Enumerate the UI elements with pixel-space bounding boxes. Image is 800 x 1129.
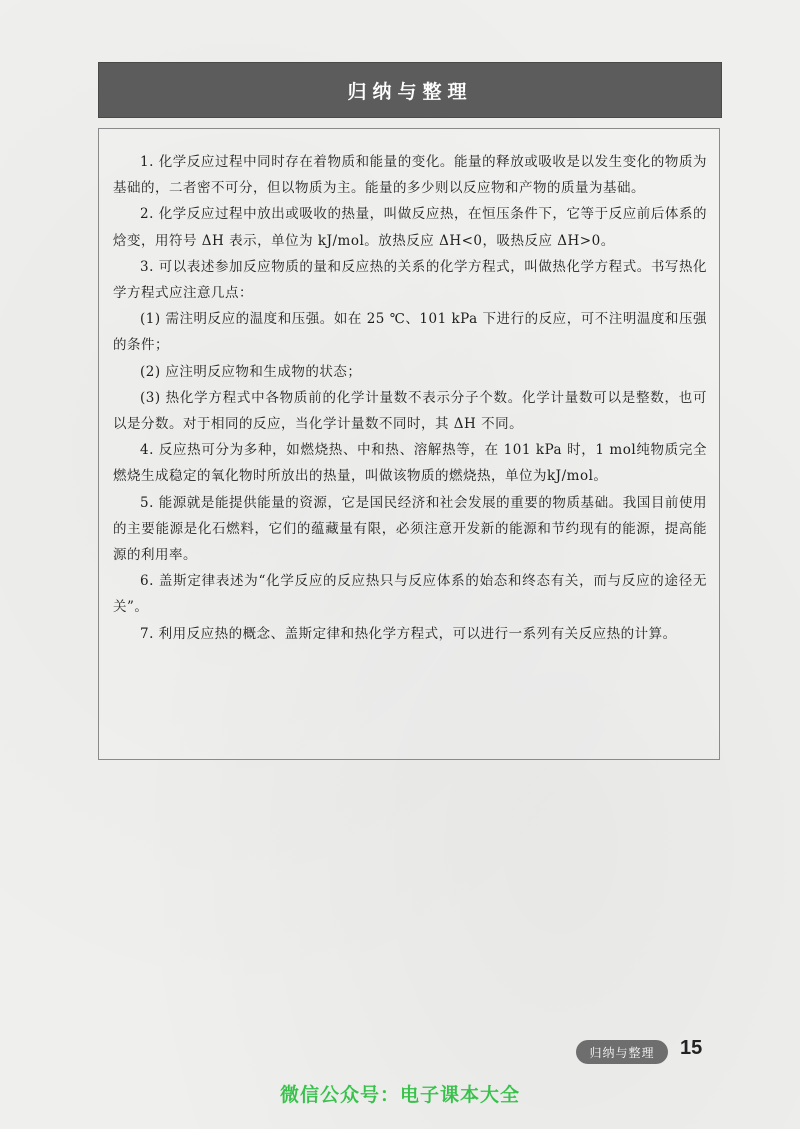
paragraph-2: 2. 化学反应过程中放出或吸收的热量，叫做反应热，在恒压条件下，它等于反应前后体系的焓变，用符号 ΔH 表示，单位为 kJ/mol。放热反应 ΔH<0，吸热反应 ΔH>0。	[113, 206, 707, 249]
paragraph-3-item-3: (3) 热化学方程式中各物质前的化学计量数不表示分子个数。化学计量数可以是整数，也可以是分数。对于相同的反应，当化学计量数不同时，其 ΔH 不同。	[113, 389, 707, 433]
summary-box	[98, 128, 720, 760]
paragraph-1: 1. 化学反应过程中同时存在着物质和能量的变化。能量的释放或吸收是以发生变化的物质为基础的，二者密不可分，但以物质为主。能量的多少则以反应物和产物的质量为基础。	[113, 154, 707, 197]
paragraph-5: 5. 能源就是能提供能量的资源，它是国民经济和社会发展的重要的物质基础。我国目前使用的主要能源是化石燃料，它们的蕴藏量有限，必须注意开发新的能源和节约现有的能源，提高能源的利用率。	[113, 494, 707, 564]
paragraph-4: 4. 反应热可分为多种，如燃烧热、中和热、溶解热等，在 101 kPa 时，1 mol纯物质完全燃烧生成稳定的氧化物时所放出的热量，叫做该物质的燃烧热，单位为kJ/mol。	[113, 442, 707, 485]
paragraph-3-item-2: (2) 应注明反应物和生成物的状态；	[140, 363, 362, 380]
summary-content	[113, 149, 707, 647]
section-header-bar	[98, 62, 722, 118]
footer-section-tag: 归纳与整理	[576, 1040, 668, 1064]
page-number: 15	[680, 1037, 703, 1059]
paragraph-3-item-1: (1) 需注明反应的温度和压强。如在 25 ℃、101 kPa 下进行的反应，可不注明温度和压强的条件；	[113, 311, 707, 354]
paragraph-7: 7. 利用反应热的概念、盖斯定律和热化学方程式，可以进行一系列有关反应热的计算。	[140, 625, 677, 642]
watermark-text: 微信公众号：电子课本大全	[279, 1084, 520, 1106]
paragraph-6: 6. 盖斯定律表述为“化学反应的反应热只与反应体系的始态和终态有关，而与反应的途径无关”。	[113, 573, 707, 616]
section-title: 归纳与整理	[347, 80, 473, 103]
paragraph-3: 3. 可以表述参加反应物质的量和反应热的关系的化学方程式，叫做热化学方程式。书写热化学方程式应注意几点：	[113, 258, 707, 302]
